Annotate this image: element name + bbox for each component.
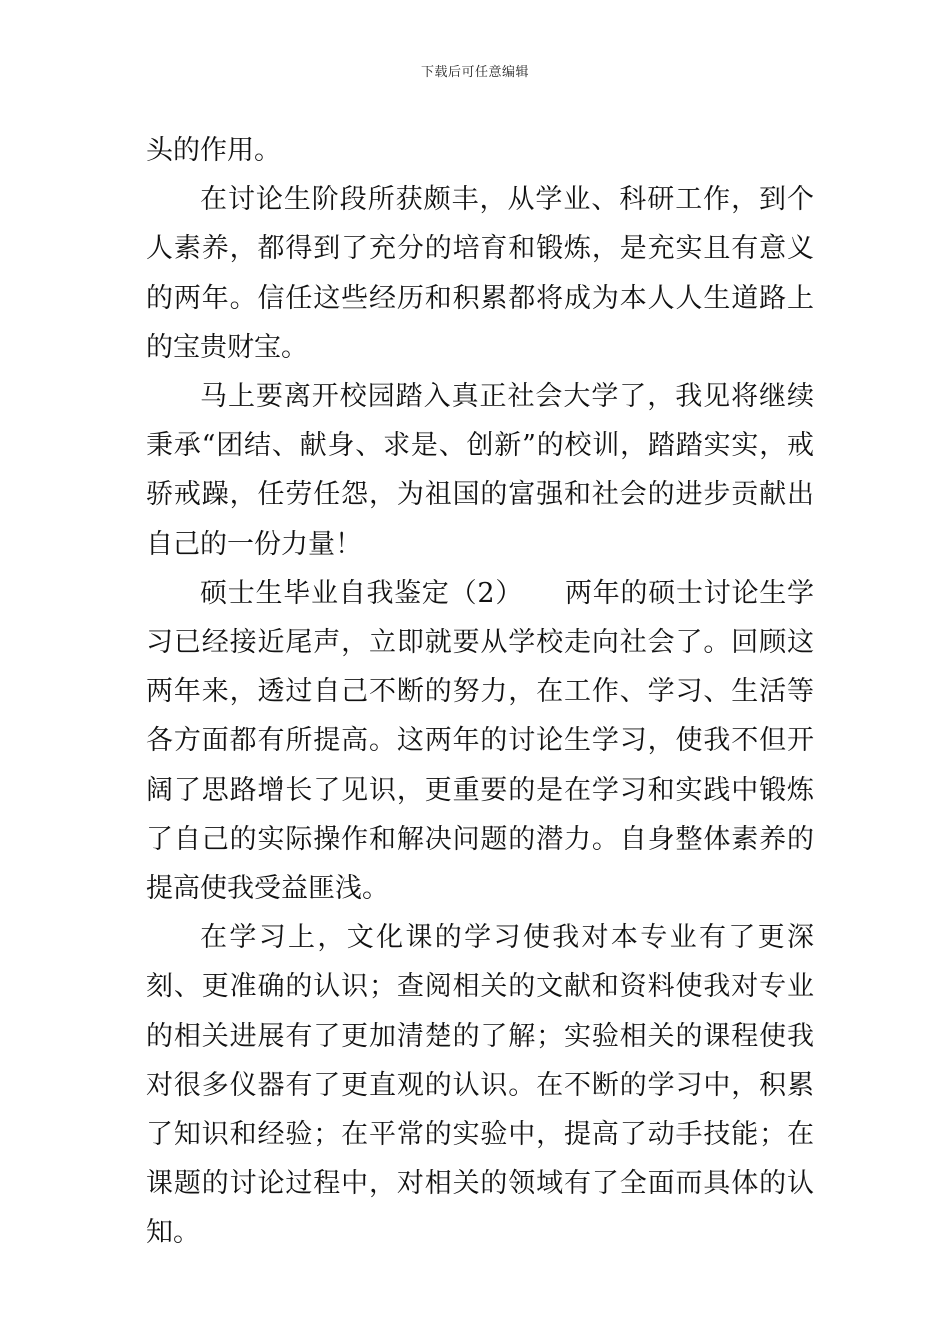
- paragraph-study: 在学习上，文化课的学习使我对本专业有了更深刻、更准确的认识；查阅相关的文献和资料使我对专业的相关进展有了更加清楚的了解；实验相关的课程使我对很多仪器有了更直观的认识。在不断的学习中，积累了知识和经验；在平常的实验中，提高了动手技能；在课题的讨论过程中，对相关的领域有了全面而具体的认知。: [146, 922, 814, 1249]
- paragraph-graduate-gains: 在讨论生阶段所获颇丰，从学业、科研工作，到个人素养，都得到了充分的培育和锻炼，是充实且有意义的两年。信任这些经历和积累都将成为本人人生道路上的宝贵财宝。: [146, 184, 814, 363]
- page-header: 下载后可任意编辑: [420, 65, 529, 80]
- paragraph-self-assessment-2: 硕士生毕业自我鉴定（2） 两年的硕士讨论生学习已经接近尾声，立即就要从学校走向社会了。回顾这两年来，透过自己不断的努力，在工作、学习、生活等各方面都有所提高。这两年的讨论生学习，使我不但开阔了思路增长了见识，更重要的是在学习和实践中锻炼了自己的实际操作和解决问题的潜力。自身整体素养的提高使我受益匪浅。: [146, 577, 814, 905]
- paragraph-continuation: 头的作用。: [146, 135, 281, 166]
- paragraph-leaving-campus: 马上要离开校园踏入真正社会大学了，我见将继续秉承“团结、献身、求是、创新”的校训，踏踏实实，戒骄戒躁，任劳任怨，为祖国的富强和社会的进步贡献出自己的一份力量！: [146, 381, 814, 560]
- document-body: [146, 126, 814, 1258]
